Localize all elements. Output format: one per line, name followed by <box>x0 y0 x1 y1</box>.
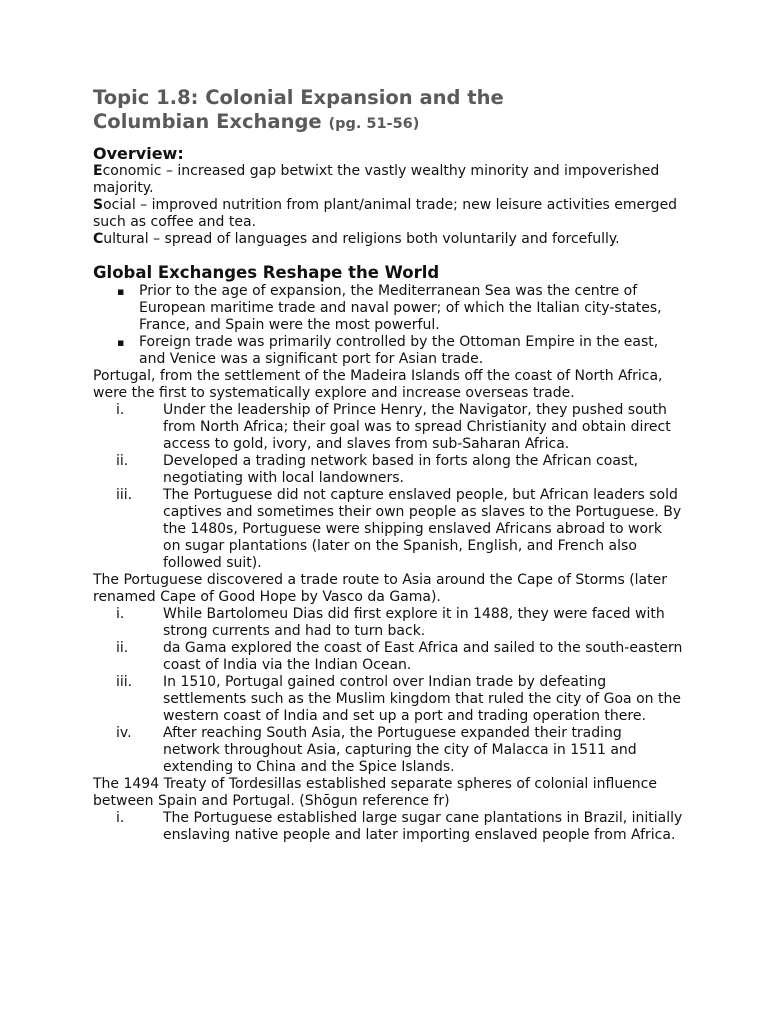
bullet-text: Prior to the age of expansion, the Mediterranean Sea was the centre of European maritime trade and naval power; of which the Italian city-states, France, and Spain were the most powerful. <box>139 283 662 333</box>
list-text: da Gama explored the coast of East Africa and sailed to the south-eastern coast of India via the Indian Ocean. <box>163 640 683 673</box>
list-item <box>93 487 683 572</box>
paragraph-cape: The Portuguese discovered a trade route to Asia around the Cape of Storms (later renamed Cape of Good Hope by Vasco da Gama). <box>93 572 667 605</box>
bullet-item <box>93 283 683 334</box>
list-text: After reaching South Asia, the Portuguese expanded their trading network throughout Asia, capturing the city of Malacca in 1511 and extending to China and the Spice Islands. <box>163 725 637 775</box>
list-item <box>93 606 683 640</box>
list-text: In 1510, Portugal gained control over Indian trade by defeating settlements such as the Muslim kingdom that ruled the city of Goa on the western coast of India and set up a port and trading operation there. <box>163 674 681 724</box>
initial-letter: S <box>93 197 104 213</box>
initial-letter: C <box>93 231 104 247</box>
list-text: The Portuguese established large sugar cane plantations in Brazil, initially enslaving native people and later importing enslaved people from Africa. <box>163 810 683 843</box>
list-item <box>93 674 683 725</box>
numbered-list-cape <box>93 606 683 776</box>
list-item <box>93 402 683 453</box>
overview-heading: Overview: <box>93 144 184 163</box>
title-line-1: Topic 1.8: Colonial Expansion and the <box>93 86 504 109</box>
bullet-text: Foreign trade was primarily controlled by the Ottoman Empire in the east, and Venice was a significant port for Asian trade. <box>139 334 659 367</box>
overview-economic <box>93 163 683 197</box>
overview-text: ocial – improved nutrition from plant/animal trade; new leisure activities emerged such as coffee and tea. <box>93 197 678 230</box>
section-heading: Global Exchanges Reshape the World <box>93 263 440 282</box>
overview-text: ultural – spread of languages and religions both voluntarily and forcefully. <box>103 231 620 247</box>
bullet-icon: ▪ <box>117 336 125 349</box>
paragraph-treaty: The 1494 Treaty of Tordesillas established separate spheres of colonial influence between Spain and Portugal. (Shōgun reference fr) <box>93 776 657 809</box>
list-item <box>93 640 683 674</box>
list-number: ii. <box>116 640 129 656</box>
list-text: Developed a trading network based in forts along the African coast, negotiating with local landowners. <box>163 453 639 486</box>
list-number: i. <box>116 606 125 622</box>
document-page <box>93 86 683 844</box>
page-range: (pg. 51-56) <box>328 116 420 132</box>
list-number: i. <box>116 402 125 418</box>
list-text: The Portuguese did not capture enslaved people, but African leaders sold captives and sometimes their own people as slaves to the Portuguese. By the 1480s, Portuguese were shipping enslaved Africans abroad to work on sugar plantations (later on the Spanish, English, and French also followed suit). <box>163 487 682 571</box>
bullet-list <box>93 283 683 368</box>
list-item <box>93 725 683 776</box>
list-number: iii. <box>116 487 133 503</box>
list-text: While Bartolomeu Dias did first explore it in 1488, they were faced with strong currents and had to turn back. <box>163 606 665 639</box>
overview-list <box>93 163 683 248</box>
list-text: Under the leadership of Prince Henry, the Navigator, they pushed south from North Africa; their goal was to spread Christianity and obtain direct access to gold, ivory, and slaves from sub-Saharan Africa. <box>163 402 671 452</box>
list-number: ii. <box>116 453 129 469</box>
numbered-list-portugal <box>93 402 683 572</box>
numbered-list-treaty <box>93 810 683 844</box>
paragraph-portugal: Portugal, from the settlement of the Madeira Islands off the coast of North Africa, were the first to systematically explore and increase overseas trade. <box>93 368 663 401</box>
list-number: iii. <box>116 674 133 690</box>
bullet-item <box>93 334 683 368</box>
list-item <box>93 453 683 487</box>
list-item <box>93 810 683 844</box>
list-number: i. <box>116 810 125 826</box>
overview-social <box>93 197 683 231</box>
initial-letter: E <box>93 163 103 179</box>
overview-cultural <box>93 231 683 248</box>
list-number: iv. <box>116 725 132 741</box>
page-title <box>93 86 683 136</box>
overview-text: conomic – increased gap betwixt the vastly wealthy minority and impoverished majority. <box>93 163 660 196</box>
bullet-icon: ▪ <box>117 285 125 298</box>
title-line-2: Columbian Exchange <box>93 110 322 133</box>
